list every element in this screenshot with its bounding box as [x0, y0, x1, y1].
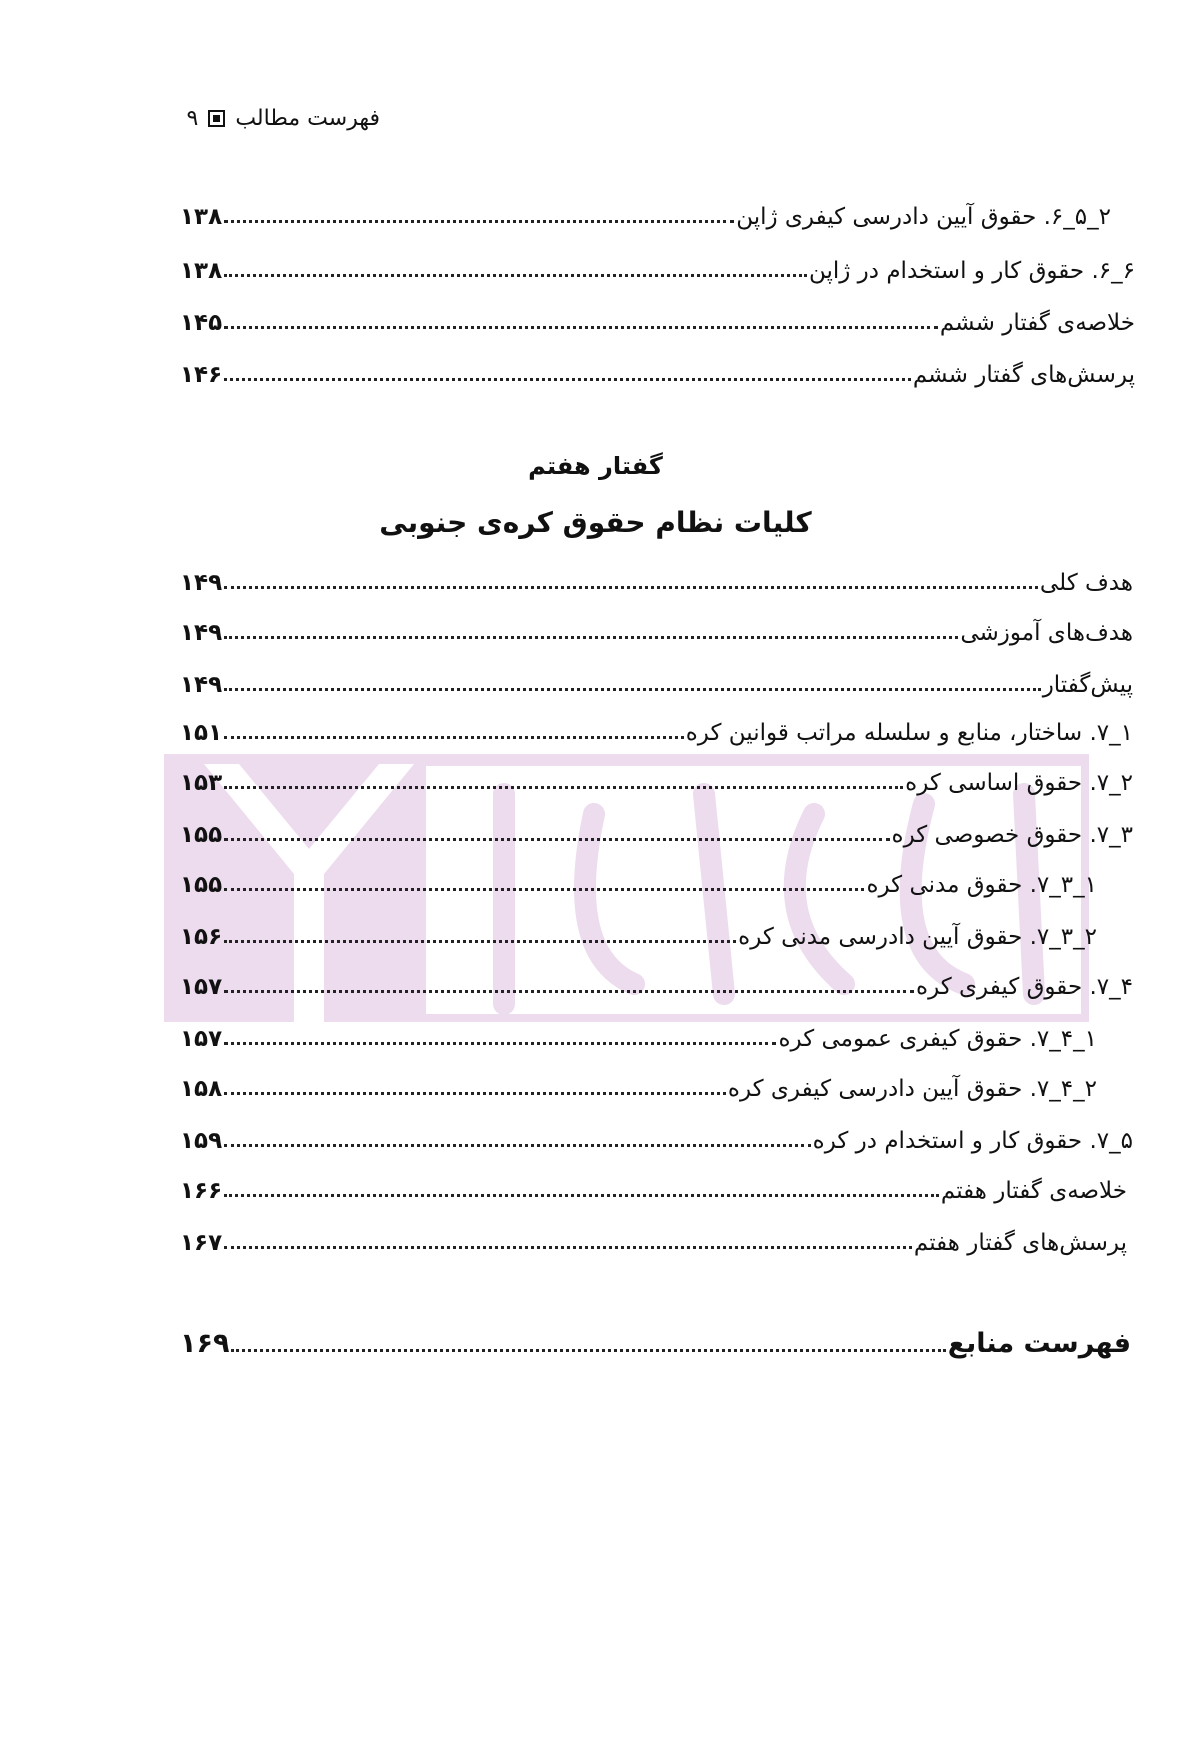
dot-leader — [224, 1144, 811, 1147]
toc-entry[interactable] — [180, 1120, 1133, 1154]
toc-entry[interactable] — [180, 1018, 1097, 1052]
dot-leader — [224, 940, 736, 943]
toc-entry-title: ۶_۶. حقوق کار و استخدام در ژاپن — [808, 258, 1135, 284]
toc-entry-page: ۱۵۷ — [180, 1026, 223, 1052]
dot-leader — [231, 1349, 945, 1352]
toc-entry[interactable] — [180, 612, 1133, 646]
dot-leader — [224, 688, 1041, 691]
toc-entry[interactable] — [180, 966, 1133, 1000]
toc-entry-page: ۱۶۹ — [180, 1328, 230, 1359]
toc-entry[interactable] — [180, 712, 1133, 746]
toc-entry[interactable] — [180, 354, 1135, 388]
running-header — [187, 106, 381, 131]
toc-entry-page: ۱۵۳ — [180, 770, 223, 796]
dot-leader — [224, 274, 807, 277]
toc-entry-page: ۱۴۹ — [180, 672, 223, 698]
toc-entry[interactable] — [180, 762, 1133, 796]
dot-leader — [224, 586, 1038, 589]
toc-entry[interactable] — [180, 196, 1111, 230]
toc-entry-page: ۱۵۸ — [180, 1076, 223, 1102]
dot-leader — [224, 1246, 912, 1249]
chapter-title: کلیات نظام حقوق کره‌ی جنوبی — [379, 506, 812, 539]
toc-entry-page: ۱۳۸ — [180, 204, 223, 230]
toc-entry-title: ۲_۴_۷. حقوق آیین دادرسی کیفری کره — [727, 1076, 1097, 1102]
toc-entry-title: ۳_۷. حقوق خصوصی کره — [891, 822, 1133, 848]
toc-entry-title: ۱_۳_۷. حقوق مدنی کره — [866, 872, 1097, 898]
dot-leader — [224, 378, 911, 381]
toc-entry-page: ۱۴۹ — [180, 570, 223, 596]
dot-leader — [224, 736, 684, 739]
dot-leader — [224, 1092, 726, 1095]
dot-leader — [224, 326, 938, 329]
toc-entry-title: پرسش‌های گفتار ششم — [912, 362, 1135, 388]
toc-entry-title: ۱_۴_۷. حقوق کیفری عمومی کره — [778, 1026, 1097, 1052]
toc-entry-title: پرسش‌های گفتار هفتم — [913, 1230, 1127, 1256]
toc-entry[interactable] — [180, 664, 1133, 698]
dot-leader — [224, 1194, 939, 1197]
toc-entry[interactable] — [180, 562, 1133, 596]
toc-entry-page: ۱۴۶ — [180, 362, 223, 388]
toc-entry[interactable] — [180, 814, 1133, 848]
toc-entry-title: ۴_۷. حقوق کیفری کره — [916, 974, 1133, 1000]
toc-entry-page: ۱۵۶ — [180, 924, 223, 950]
header-title: فهرست مطالب — [235, 106, 380, 131]
toc-entry-title: خلاصه‌ی گفتار هفتم — [940, 1178, 1127, 1204]
toc-entry-page: ۱۵۱ — [180, 720, 223, 746]
toc-entry-title: ۵_۷. حقوق کار و استخدام در کره — [812, 1128, 1133, 1154]
toc-entry[interactable] — [180, 1222, 1127, 1256]
toc-entry-page: ۱۵۷ — [180, 974, 223, 1000]
toc-entry-page: ۱۵۵ — [180, 872, 223, 898]
toc-entry-page: ۱۳۸ — [180, 258, 223, 284]
toc-entry-title: هدف کلی — [1039, 570, 1133, 596]
chapter-label: گفتار هفتم — [528, 452, 663, 480]
toc-entry-title: پیش‌گفتار — [1042, 672, 1133, 698]
dot-leader — [224, 636, 958, 639]
toc-entry-page: ۱۴۹ — [180, 620, 223, 646]
toc-entry-references[interactable] — [180, 1325, 1131, 1359]
toc-entry[interactable] — [180, 250, 1135, 284]
dot-leader — [224, 220, 734, 223]
dot-leader — [224, 838, 889, 841]
dot-leader — [224, 888, 864, 891]
toc-entry-page: ۱۴۵ — [180, 310, 223, 336]
toc-entry[interactable] — [180, 916, 1097, 950]
header-page-number: ۹ — [186, 106, 199, 131]
toc-entry-title: ۲_۳_۷. حقوق آیین دادرسی مدنی کره — [738, 924, 1097, 950]
toc-entry-title: خلاصه‌ی گفتار ششم — [939, 310, 1135, 336]
toc-entry-page: ۱۵۹ — [180, 1128, 223, 1154]
toc-entry[interactable] — [180, 1170, 1127, 1204]
toc-entry-page: ۱۶۷ — [180, 1230, 223, 1256]
toc-entry[interactable] — [180, 864, 1097, 898]
toc-entry[interactable] — [180, 302, 1135, 336]
dot-leader — [224, 1042, 776, 1045]
toc-entry-title: ۲_۵_۶. حقوق آیین دادرسی کیفری ژاپن — [736, 204, 1111, 230]
toc-entry-page: ۱۵۵ — [180, 822, 223, 848]
toc-entry-title: ۱_۷. ساختار، منابع و سلسله مراتب قوانین کره — [685, 720, 1133, 746]
dot-leader — [224, 990, 914, 993]
dot-leader — [224, 786, 903, 789]
toc-entry[interactable] — [180, 1068, 1097, 1102]
toc-entry-page: ۱۶۶ — [180, 1178, 223, 1204]
toc-entry-title: فهرست منابع — [947, 1328, 1131, 1359]
square-bullet-icon — [208, 110, 225, 127]
toc-entry-title: ۲_۷. حقوق اساسی کره — [905, 770, 1133, 796]
toc-entry-title: هدف‌های آموزشی — [960, 620, 1133, 646]
